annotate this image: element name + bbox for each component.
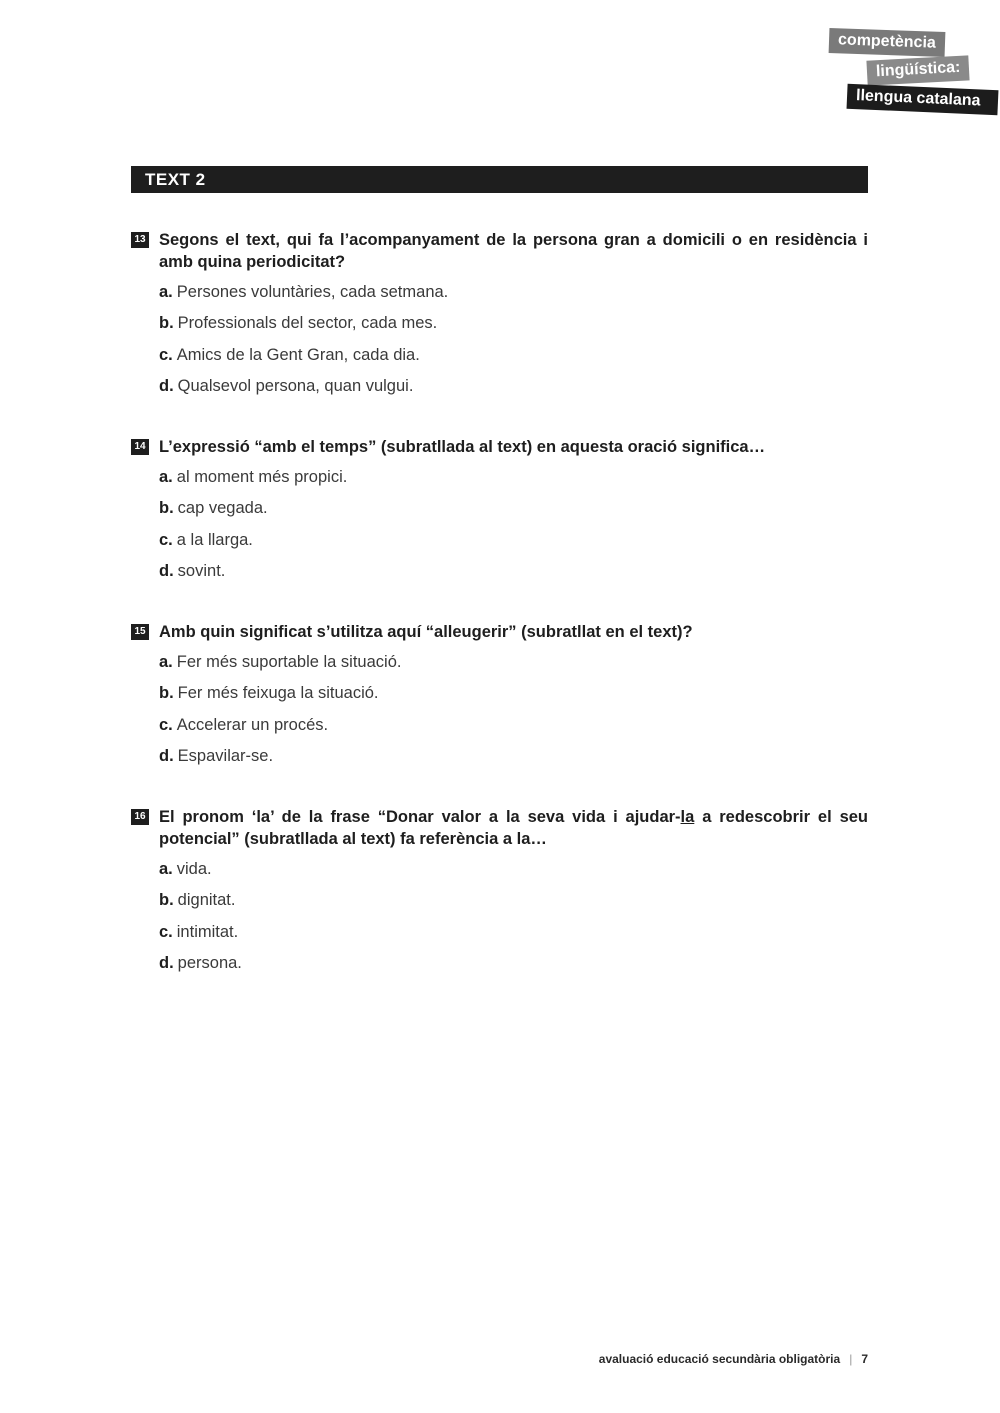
- question-number: 16: [131, 809, 149, 825]
- option-text: dignitat.: [177, 891, 236, 910]
- option-a[interactable]: [159, 652, 868, 683]
- question-13: [131, 229, 868, 408]
- question-number: 13: [131, 232, 149, 248]
- option-list: [131, 652, 868, 778]
- page-number: 7: [861, 1352, 868, 1366]
- option-text: Qualsevol persona, quan vulgui.: [177, 377, 414, 396]
- option-text: Persones voluntàries, cada setmana.: [176, 283, 449, 301]
- option-c[interactable]: [159, 345, 868, 376]
- option-text: sovint.: [177, 562, 226, 581]
- option-letter: d.: [159, 377, 174, 396]
- question-text: L’expressió “amb el temps” (subratllada al text) en aquesta oració significa…: [159, 438, 766, 456]
- question-prompt: [131, 806, 868, 850]
- question-16: [131, 806, 868, 985]
- option-c[interactable]: [159, 530, 868, 561]
- option-b[interactable]: [159, 683, 868, 714]
- option-a[interactable]: [159, 859, 868, 890]
- option-text: a la llarga.: [176, 530, 253, 549]
- question-text: Segons el text, qui fa l’acompanyament de la persona gran a domicili o en residència i amb quina periodicitat?: [159, 231, 868, 271]
- footer-label: avaluació educació secundària obligatòria: [598, 1352, 841, 1366]
- option-c[interactable]: [159, 715, 868, 746]
- underlined-pronoun: la: [680, 808, 695, 826]
- question-number: 15: [131, 624, 149, 640]
- option-letter: a.: [159, 468, 173, 486]
- tag-linguistica: lingüística:: [866, 55, 970, 85]
- option-letter: c.: [159, 922, 173, 941]
- option-a[interactable]: [159, 467, 868, 498]
- option-a[interactable]: [159, 282, 868, 313]
- option-letter: b.: [159, 499, 174, 518]
- option-list: [131, 282, 868, 408]
- question-14: [131, 436, 868, 593]
- option-text: Accelerar un procés.: [176, 715, 329, 734]
- option-text: Professionals del sector, cada mes.: [177, 314, 438, 333]
- option-text: intimitat.: [176, 922, 239, 941]
- option-text: al moment més propici.: [176, 468, 348, 486]
- option-letter: a.: [159, 860, 173, 878]
- option-letter: a.: [159, 653, 173, 671]
- question-prompt: [131, 229, 868, 273]
- option-text: Amics de la Gent Gran, cada dia.: [176, 345, 420, 364]
- option-b[interactable]: [159, 313, 868, 344]
- option-letter: b.: [159, 891, 174, 910]
- question-text-rest: a redescobrir el seu potencial” (subratllada al text) fa referència a la…: [159, 808, 868, 848]
- option-list: [131, 859, 868, 985]
- option-letter: a.: [159, 283, 173, 301]
- option-d[interactable]: [159, 953, 868, 984]
- option-d[interactable]: [159, 561, 868, 592]
- option-letter: c.: [159, 530, 173, 549]
- option-text: cap vegada.: [177, 499, 268, 518]
- option-letter: d.: [159, 747, 174, 766]
- question-15: [131, 621, 868, 778]
- option-letter: d.: [159, 562, 174, 581]
- option-text: Fer més suportable la situació.: [176, 653, 402, 671]
- option-letter: b.: [159, 314, 174, 333]
- option-d[interactable]: [159, 376, 868, 407]
- section-title: TEXT 2: [131, 166, 868, 193]
- option-text: persona.: [177, 954, 242, 973]
- question-text: El pronom ‘la’ de la frase “Donar valor a la seva vida i ajudar-: [159, 808, 681, 826]
- question-prompt: [131, 436, 868, 458]
- option-letter: c.: [159, 715, 173, 734]
- option-text: vida.: [176, 860, 212, 878]
- page-footer: [599, 1352, 868, 1366]
- option-text: Espavilar-se.: [177, 747, 274, 766]
- option-b[interactable]: [159, 498, 868, 529]
- tag-competencia: competència: [829, 28, 946, 57]
- tag-llengua-catalana: llengua catalana: [847, 84, 999, 116]
- question-prompt: [131, 621, 868, 643]
- option-c[interactable]: [159, 922, 868, 953]
- option-b[interactable]: [159, 890, 868, 921]
- option-text: Fer més feixuga la situació.: [177, 684, 379, 703]
- option-list: [131, 467, 868, 593]
- option-letter: b.: [159, 684, 174, 703]
- question-text: Amb quin significat s’utilitza aquí “alleugerir” (subratllat en el text)?: [159, 623, 693, 641]
- option-letter: c.: [159, 345, 173, 364]
- option-d[interactable]: [159, 746, 868, 777]
- footer-separator: |: [849, 1352, 853, 1366]
- option-letter: d.: [159, 954, 174, 973]
- question-number: 14: [131, 439, 149, 455]
